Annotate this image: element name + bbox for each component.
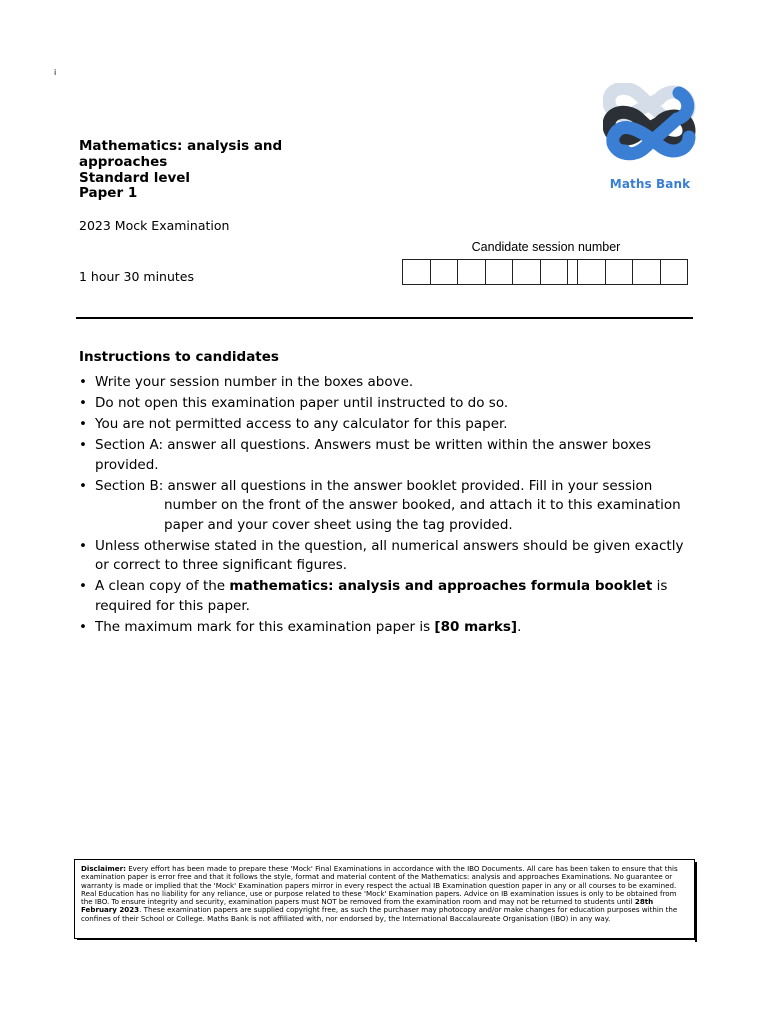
bullet: • [79, 395, 87, 411]
session-digit-box[interactable] [431, 260, 459, 284]
disclaimer-label: Disclaimer: [81, 864, 126, 873]
session-digit-box[interactable] [606, 260, 634, 284]
header-divider [76, 317, 693, 319]
session-number-label: Candidate session number [471, 240, 621, 254]
session-number-boxes [402, 259, 688, 285]
paper-title [79, 139, 319, 202]
instruction-text: You are not permitted access to any calculator for this paper. [95, 416, 508, 432]
bullet: • [79, 578, 87, 594]
exam-duration: 1 hour 30 minutes [79, 269, 195, 284]
instruction-item [79, 618, 691, 638]
instruction-item [79, 477, 691, 536]
bullet: • [79, 374, 87, 390]
disclaimer-box [74, 859, 695, 939]
instruction-text: Section A: answer all questions. Answers must be written within the answer boxes provided. [95, 437, 652, 473]
maximum-marks: [80 marks] [434, 618, 518, 635]
session-digit-box[interactable] [486, 260, 514, 284]
instruction-text: The maximum mark for this examination paper is [95, 618, 435, 635]
disclaimer-date: 28th February 2023 [81, 897, 654, 915]
instruction-item [79, 436, 691, 475]
instruction-text: Write your session number in the boxes above. [95, 374, 414, 390]
instructions-heading: Instructions to candidates [79, 349, 279, 365]
instruction-text: . [517, 618, 522, 635]
logo-text: Maths Bank [609, 177, 691, 191]
bullet: • [79, 437, 87, 453]
bullet: • [79, 537, 87, 554]
title-line-subject-cont: approaches [79, 153, 168, 170]
session-digit-box[interactable] [661, 260, 688, 284]
title-line-paper: Paper 1 [79, 185, 138, 202]
infinity-logo-icon [603, 83, 697, 177]
exam-name: 2023 Mock Examination [79, 218, 230, 233]
session-digit-box[interactable] [578, 260, 606, 284]
maths-bank-logo [603, 83, 697, 195]
instruction-text-indented: number on the front of the answer booked, and attach it to this examination paper and your cover sheet using the tag provided. [164, 497, 681, 533]
instruction-text: A clean copy of the [95, 578, 230, 594]
instruction-item [79, 373, 691, 393]
session-digit-box[interactable] [513, 260, 541, 284]
title-line-level: Standard level [79, 169, 191, 186]
formula-booklet-name: mathematics: analysis and approaches formula booklet [229, 578, 653, 594]
session-digit-box[interactable] [458, 260, 486, 284]
disclaimer-shadow [77, 938, 697, 940]
instruction-item [79, 415, 691, 435]
bullet: • [79, 416, 87, 432]
disclaimer-text: . These examination papers are supplied copyright free, as such the purchaser may photocopy and/or make changes for education purposes within the confines of their School or College. Maths Bank is not affiliated with, nor endorsed by, the International Baccalaureate Organisation (IBO) in any way. [81, 905, 678, 923]
disclaimer-text: Every effort has been made to prepare these 'Mock' Final Examinations in accordance with the IBO Documents. All care has been taken to ensure that this examination paper is error free and that it follows the style, format and material content of the Mathematics: analysis and approaches Examinations. No guarantee or warranty is made or implied that the 'Mock' Examination papers mirror in every respect the actual IB Examination question paper in any or all courses to be examined. Real Education has no liability for any reliance, use or purpose related to these 'Mock' Examination papers. Advice on IB examination issues is only to be obtained from the IBO. To ensure integrity and security, examination papers must NOT be removed from the examination room and may not be returned to students until [81, 864, 678, 907]
title-line-subject: Mathematics: analysis and [79, 138, 283, 154]
instruction-text: Section B: answer all questions in the answer booklet provided. Fill in your session [95, 477, 653, 494]
instruction-item [79, 394, 691, 414]
session-digit-box[interactable] [403, 260, 431, 284]
session-digit-box[interactable] [541, 260, 569, 284]
session-separator-box [568, 260, 578, 284]
instruction-text: Do not open this examination paper until instructed to do so. [95, 395, 509, 411]
instruction-item [79, 537, 691, 576]
instruction-text: Unless otherwise stated in the question, all numerical answers should be given exactly or correct to three significant figures. [95, 537, 684, 573]
bullet: • [79, 618, 87, 635]
session-digit-box[interactable] [633, 260, 661, 284]
instructions-section [79, 349, 691, 639]
instructions-list [79, 373, 691, 637]
instruction-text: is required for this paper. [95, 578, 668, 614]
bullet: • [79, 477, 87, 494]
corner-mark: i [54, 68, 57, 77]
instruction-item [79, 577, 691, 616]
